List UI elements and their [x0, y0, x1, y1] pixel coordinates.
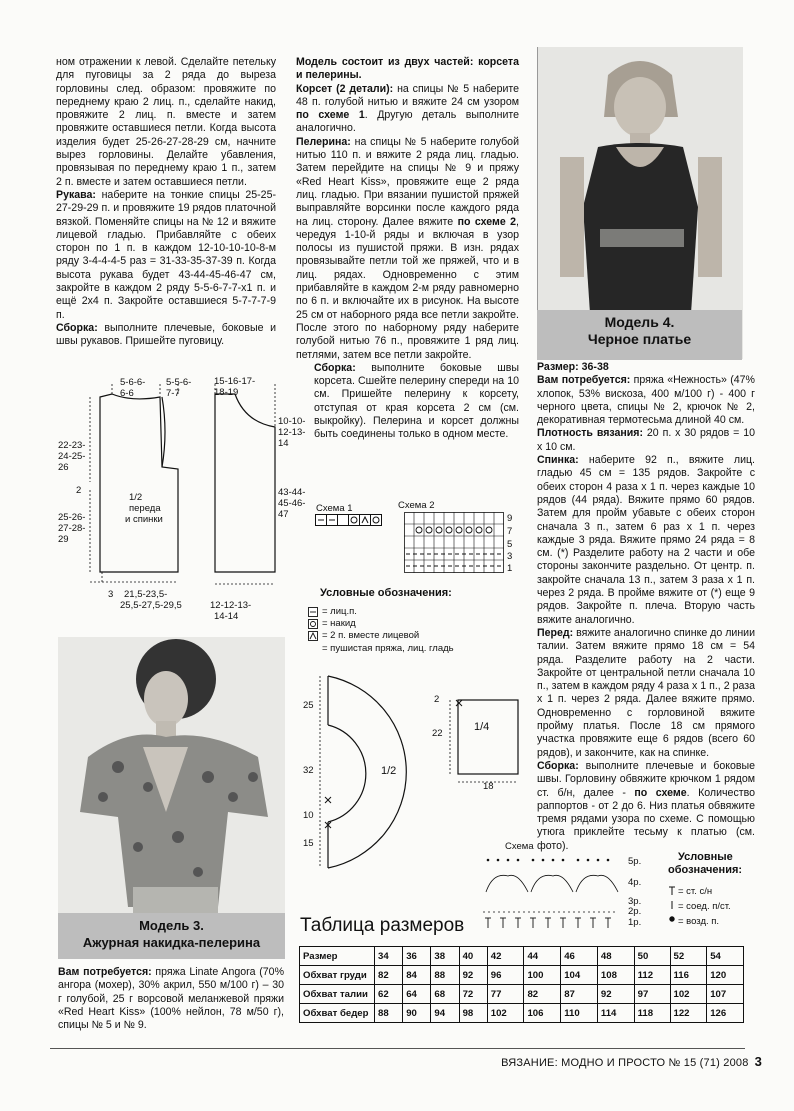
- model-4-needs-text: пряжа «Нежность» (47% хлопок, 53% вискоза, 400 м/100 г) - 400 г черного цвета, спицы № 2, крючок № 2, декоративная термотесьма длиной 40 см.: [537, 374, 755, 427]
- size-table-cell: 98: [459, 1004, 487, 1023]
- scheme-2-grid: [404, 512, 504, 574]
- neck-width-label-1: 5-5-6-: [166, 377, 192, 388]
- size-table-row-label: Обхват груди: [300, 966, 375, 985]
- corset-text-b: . Другую деталь выполните аналогично.: [296, 109, 519, 135]
- model-4-front-heading: Перед:: [537, 626, 574, 639]
- corset-heading: Корсет (2 детали):: [296, 82, 394, 95]
- size-table-cell: 92: [459, 966, 487, 985]
- legend-title: Условные обозначения:: [320, 587, 452, 599]
- legend-yarn-over: = накид: [322, 618, 356, 629]
- crochet-scheme-diagram: [478, 852, 628, 932]
- size-table-cell: 62: [375, 985, 403, 1004]
- model-4-caption: [537, 310, 742, 360]
- size-table-row: [300, 947, 744, 966]
- scheme-2-row-5: 5: [507, 539, 513, 550]
- scheme-2-row-9: 9: [507, 513, 513, 524]
- legend-knit-two-together: = 2 п. вместе лицевой: [322, 630, 420, 641]
- model-4-front-text: вяжите аналогично спинке до линии талии. Затем вяжите прямо 18 см = 54 ряда. Разделите работу на 2 части. Закройте от центральной петли сначала 10 п., затем в каждом ряду 4 раза х 1 п., 2 раза х 1 п. через 2 ряда. Далее вяжите прямо. Одновременно с горловиной вяжите пройму платья. После 18 см прямого участка провяжите еще 6 рядов (всего 60 рядов), и закончите, как на спинке.: [537, 626, 755, 759]
- size-table-cell: 104: [561, 966, 598, 985]
- sleeve-cuff-label-2: 14-14: [214, 611, 239, 622]
- size-table-cell: 40: [459, 947, 487, 966]
- page-number: 3: [754, 1054, 762, 1069]
- model-4-caption-title: Черное платье: [587, 331, 692, 347]
- sleeve-pattern-diagram: [205, 372, 285, 622]
- shoulder-width-label-2: 6-6: [120, 388, 134, 399]
- footer-rule: [50, 1048, 745, 1049]
- front-back-title-2: и спинки: [125, 514, 163, 525]
- left-assembly-text: выполните плечевые, боковые и швы рукавов. Пришейте пуговицу.: [56, 321, 276, 348]
- cape-text-a: на спицы № 5 наберите голубой нитью 110 п. и вяжите 2 ряда лиц. гладью. Затем перейдите на спицы № 9 и пряжу «Red Heart Kiss», провяжите еще 2 ряда лиц. гладью. При вязании пушистой пряжей выправляйте ворсинки после каждого ряда на лиц. сторону. Далее вяжите: [296, 135, 519, 228]
- size-table-cell: 122: [670, 1004, 707, 1023]
- size-table-cell: 77: [487, 985, 524, 1004]
- model-4-back-text: наберите 92 п., вяжите лиц. гладью 45 см = 135 рядов. Закройте с обеих сторон 4 раза х 1 п. через каждые 10 рядов (44 ряда). Вяжите прямо 60 рядов. Затем для пройм убавьте с обеих сторон сначала 3 п., затем 6 раз х 1 п. через каждые 3 ряда. Вяжите прямо 24 ряда = 8 см. (*) Разделите работу на 2 части и обе стороны закончите раздельно. От центр. п. закройте сначала 13 п., затем 3 раза х 1 п. через 2 ряда. В пройме вяжите от (*) еще 9 рядов. Закройте п. плеча. Вторую часть вяжите аналогично.: [537, 454, 755, 626]
- mid-assembly-heading: Сборка:: [314, 361, 356, 374]
- armhole-height-label-1: 22-23-: [58, 440, 86, 451]
- model-3-photo: [58, 637, 285, 959]
- size-table-cell: 118: [634, 1004, 670, 1023]
- size-table-cell: 102: [670, 985, 707, 1004]
- size-table-cell: 87: [561, 985, 598, 1004]
- size-table-cell: 90: [403, 1004, 431, 1023]
- size-table-cell: 50: [634, 947, 670, 966]
- crochet-row-1: 1р.: [628, 917, 642, 928]
- size-table-row: [300, 1004, 744, 1023]
- model-4-density-heading: Плотность вязания:: [537, 427, 644, 440]
- front-back-title-1: переда: [129, 503, 161, 514]
- size-table-cell: 46: [561, 947, 598, 966]
- model-4-caption-number: Модель 4.: [604, 314, 675, 330]
- size-table-cell: 96: [487, 966, 524, 985]
- size-table-row-label: Размер: [300, 947, 375, 966]
- cape-text-b: , чередуя 1-10-й ряды и включая в узор полосы из пушистой пряжи. В изн. рядах провязывайте петли той же пряжей, что и в лиц. рядах. Одновременно с этим прибавляйте в каждом 2-м ряду равномерно по 6 п. и включайте их в рисунок. На высоте 25 см от наборного ряда все петли закройте. После этого по наборному ряду наберите голубой нитью 76 п., провяжите 1 ряд лиц. петлями, затем все петли закройте.: [296, 215, 519, 361]
- model-3-needs-text: пряжа Linate Angora (70% ангора (мохер), 30% акрил, 550 м/100 г) – 30 г голубой, 25 г ворсовой меланжевой пряжи «Red Heart Kiss» (100% нейлон, 78 м/50 г), спицы № 5 и № 9.: [58, 966, 284, 1032]
- model-4-back-heading: Спинка:: [537, 454, 579, 467]
- size-table-title: Таблица размеров: [300, 915, 465, 936]
- size-table-cell: 108: [597, 966, 634, 985]
- right-column-text: [537, 361, 755, 853]
- corset-fraction: 1/4: [474, 721, 490, 733]
- corset-scheme-ref: по схеме 1: [296, 109, 365, 122]
- size-table-cell: 100: [524, 966, 561, 985]
- left-paragraph-1: ном отражении к левой. Сделайте петельку для пуговицы за 2 ряда до выреза горловины след. образом: провяжите по переднему краю 2 лиц. п., сделайте накид, провяжите 2 лиц. п. вместе и затем провяжите оставшиеся петли. Когда высота изделия будет 25-26-27-28-29 см, начните вырез горловины. Делайте убавления, провязывая по переднему краю 1 п., затем 2 п. вместе и затем оставшиеся петли.: [56, 56, 276, 188]
- corset-label-2: 2: [434, 694, 440, 705]
- model-4-assembly-text-b: . Количество раппортов - от 2 до 6. Низ платья обвяжите тремя рядами узора по схеме. С помощью утюга приклейте тесьму к платью (см. фото).: [537, 786, 755, 852]
- armhole-height-label-3: 26: [58, 462, 69, 473]
- sleeves-heading: Рукава:: [56, 188, 96, 201]
- sleeve-length-label-2: 45-46-: [278, 498, 306, 509]
- crochet-row-4: 4р.: [628, 877, 642, 888]
- cape-scheme-ref: по схеме 2: [457, 215, 517, 228]
- size-table-row: [300, 985, 744, 1004]
- hem-label-3: 3: [108, 589, 114, 600]
- size-table-cell: 97: [634, 985, 670, 1004]
- size-table-cell: 107: [707, 985, 744, 1004]
- scheme-1-grid: [315, 514, 383, 527]
- size-table-row-label: Обхват бедер: [300, 1004, 375, 1023]
- size-table-cell: 68: [431, 985, 459, 1004]
- size-table-cell: 102: [487, 1004, 524, 1023]
- corset-label-22: 22: [432, 728, 443, 739]
- model-3-materials: [58, 966, 284, 1032]
- scheme-2-row-1: 1: [507, 563, 513, 574]
- legend-fluffy-yarn: = пушистая пряжа, лиц. гладь: [322, 643, 454, 654]
- crochet-legend-chain: = возд. п.: [678, 916, 720, 927]
- sleeve-top-label-2: 18-19: [214, 387, 239, 398]
- size-table-cell: 106: [524, 1004, 561, 1023]
- sleeve-cap-label-1: 10-10-: [278, 416, 306, 427]
- sleeve-length-label-1: 43-44-: [278, 487, 306, 498]
- cape-label-32: 32: [303, 765, 314, 776]
- size-table-cell: 48: [597, 947, 634, 966]
- size-table-cell: 84: [403, 966, 431, 985]
- size-table-cell: 120: [707, 966, 744, 985]
- left-assembly-heading: Сборка:: [56, 321, 98, 334]
- model-4-size-heading: Размер:: [537, 361, 579, 373]
- sleeve-length-label-3: 47: [278, 509, 289, 520]
- left-column-text: [56, 56, 276, 349]
- hem-width-label-1: 21,5-23,5-: [124, 589, 168, 600]
- size-table-cell: 112: [634, 966, 670, 985]
- size-table-cell: 116: [670, 966, 707, 985]
- size-table: [299, 946, 744, 1023]
- crochet-legend-title-2: обозначения:: [668, 864, 743, 876]
- model-3-caption-number: Модель 3.: [139, 918, 204, 933]
- lower-height-label-1: 25-26-: [58, 512, 86, 523]
- armhole-height-label-2: 24-25-: [58, 451, 86, 462]
- size-table-cell: 54: [707, 947, 744, 966]
- model-3-intro: Модель состоит из двух частей: корсета и пелерины.: [296, 56, 519, 82]
- size-table-cell: 36: [403, 947, 431, 966]
- size-table-cell: 82: [524, 985, 561, 1004]
- model-4-assembly-heading: Сборка:: [537, 759, 579, 772]
- sleeve-cap-label-3: 14: [278, 438, 289, 449]
- size-table-row-label: Обхват талии: [300, 985, 375, 1004]
- size-table-cell: 72: [459, 985, 487, 1004]
- size-table-cell: 52: [670, 947, 707, 966]
- size-table-cell: 94: [431, 1004, 459, 1023]
- size-table-cell: 64: [403, 985, 431, 1004]
- size-table-cell: 34: [375, 947, 403, 966]
- size-table-cell: 114: [597, 1004, 634, 1023]
- magazine-title: ВЯЗАНИЕ: МОДНО И ПРОСТО № 15 (71) 2008: [501, 1057, 749, 1069]
- corset-label-18: 18: [483, 781, 494, 792]
- sleeve-cap-label-2: 12-13-: [278, 427, 306, 438]
- scheme-1-title: Схема 1: [316, 503, 353, 514]
- scheme-2-row-3: 3: [507, 551, 513, 562]
- neck-width-label-2: 7-7: [166, 388, 180, 399]
- size-table-cell: 88: [431, 966, 459, 985]
- sleeve-cuff-label-1: 12-12-13-: [210, 600, 252, 611]
- scheme-2-title: Схема 2: [398, 500, 435, 511]
- size-table-row: [300, 966, 744, 985]
- cape-label-15: 15: [303, 838, 314, 849]
- size-table-cell: 88: [375, 1004, 403, 1023]
- model-4-needs-heading: Вам потребуется:: [537, 374, 631, 387]
- hem-width-label-2: 25,5-27,5-29,5: [120, 600, 182, 611]
- lower-height-label-2: 27-28-: [58, 523, 86, 534]
- cape-heading: Пелерина:: [296, 135, 351, 148]
- crochet-legend-title-1: Условные: [678, 851, 733, 863]
- model-4-assembly-text-a: выполните плечевые и боковые швы. Горловину обвяжите крючком 1 рядом ст. б/н, далее -: [537, 759, 755, 799]
- sleeve-top-label-1: 15-16-17-: [214, 376, 256, 387]
- cape-fraction: 1/2: [381, 765, 397, 777]
- model-3-needs-heading: Вам потребуется:: [58, 966, 152, 978]
- crochet-legend-double: = ст. с/н: [678, 886, 713, 897]
- size-table-cell: 44: [524, 947, 561, 966]
- crochet-row-2: 2р.: [628, 906, 642, 917]
- front-back-fraction: 1/2: [129, 492, 143, 503]
- middle-column-text: [296, 56, 519, 442]
- crochet-row-3: 3р.: [628, 896, 642, 907]
- scheme-2-row-7: 7: [507, 526, 513, 537]
- mid-assembly-text: выполните боковые швы корсета. Сшейте пелерину спереди на 10 см. Пришейте пелерину к корсету, отступая от края корсета 2 см (см. выкройку). Пелерина и корсет должны быть соединены только в одном месте.: [314, 361, 519, 441]
- model-4-size-value: 36-38: [578, 361, 609, 373]
- corset-pattern-diagram: [440, 690, 530, 795]
- size-table-cell: 92: [597, 985, 634, 1004]
- cape-label-10: 10: [303, 810, 314, 821]
- crochet-scheme-title: Схема: [505, 841, 534, 852]
- model-3-caption-title: Ажурная накидка-пелерина: [82, 935, 261, 950]
- mark-2-label: 2: [76, 485, 82, 496]
- model-4-density-text: 20 п. х 30 рядов = 10 х 10 см.: [537, 427, 756, 453]
- size-table-cell: 42: [487, 947, 524, 966]
- legend-symbols: [308, 605, 320, 665]
- size-table-cell: 110: [561, 1004, 598, 1023]
- legend-knit-stitch: = лиц.п.: [322, 606, 357, 617]
- crochet-legend-symbols: [667, 885, 677, 927]
- lower-height-label-3: 29: [58, 534, 69, 545]
- size-table-cell: 126: [707, 1004, 744, 1023]
- cape-pattern-diagram: [300, 670, 430, 880]
- cape-label-25: 25: [303, 700, 314, 711]
- model-4-assembly-scheme-ref: по схеме: [634, 786, 687, 799]
- model-3-caption: [58, 913, 285, 959]
- crochet-legend-slip: = соед. п/ст.: [678, 901, 731, 912]
- sleeves-text: наберите на тонкие спицы 25-25-27-29-29 п. и провяжите 19 рядов платочной вязкой. Поменяйте спицы на № 12 и вяжите лицевой гладью. Прибавляйте с обеих сторон по 1 п. в каждом 12-10-10-10-8-м ряду 3-4-4-4-5 раз = 31-33-35-37-39 п. Когда высота рукава будет 43-44-45-46-47 см, закройте в каждом 2 ряду 5-5-6-7-7-х1 п. и ещё 2х4 п. Закройте оставшиеся 5-7-7-7-9 п.: [56, 188, 276, 321]
- corset-text-a: на спицы № 5 наберите 48 п. голубой нитью и вяжите 24 см узором: [296, 82, 519, 108]
- crochet-row-5: 5р.: [628, 856, 642, 867]
- shoulder-width-label-1: 5-6-6-: [120, 377, 146, 388]
- size-table-cell: 38: [431, 947, 459, 966]
- size-table-cell: 82: [375, 966, 403, 985]
